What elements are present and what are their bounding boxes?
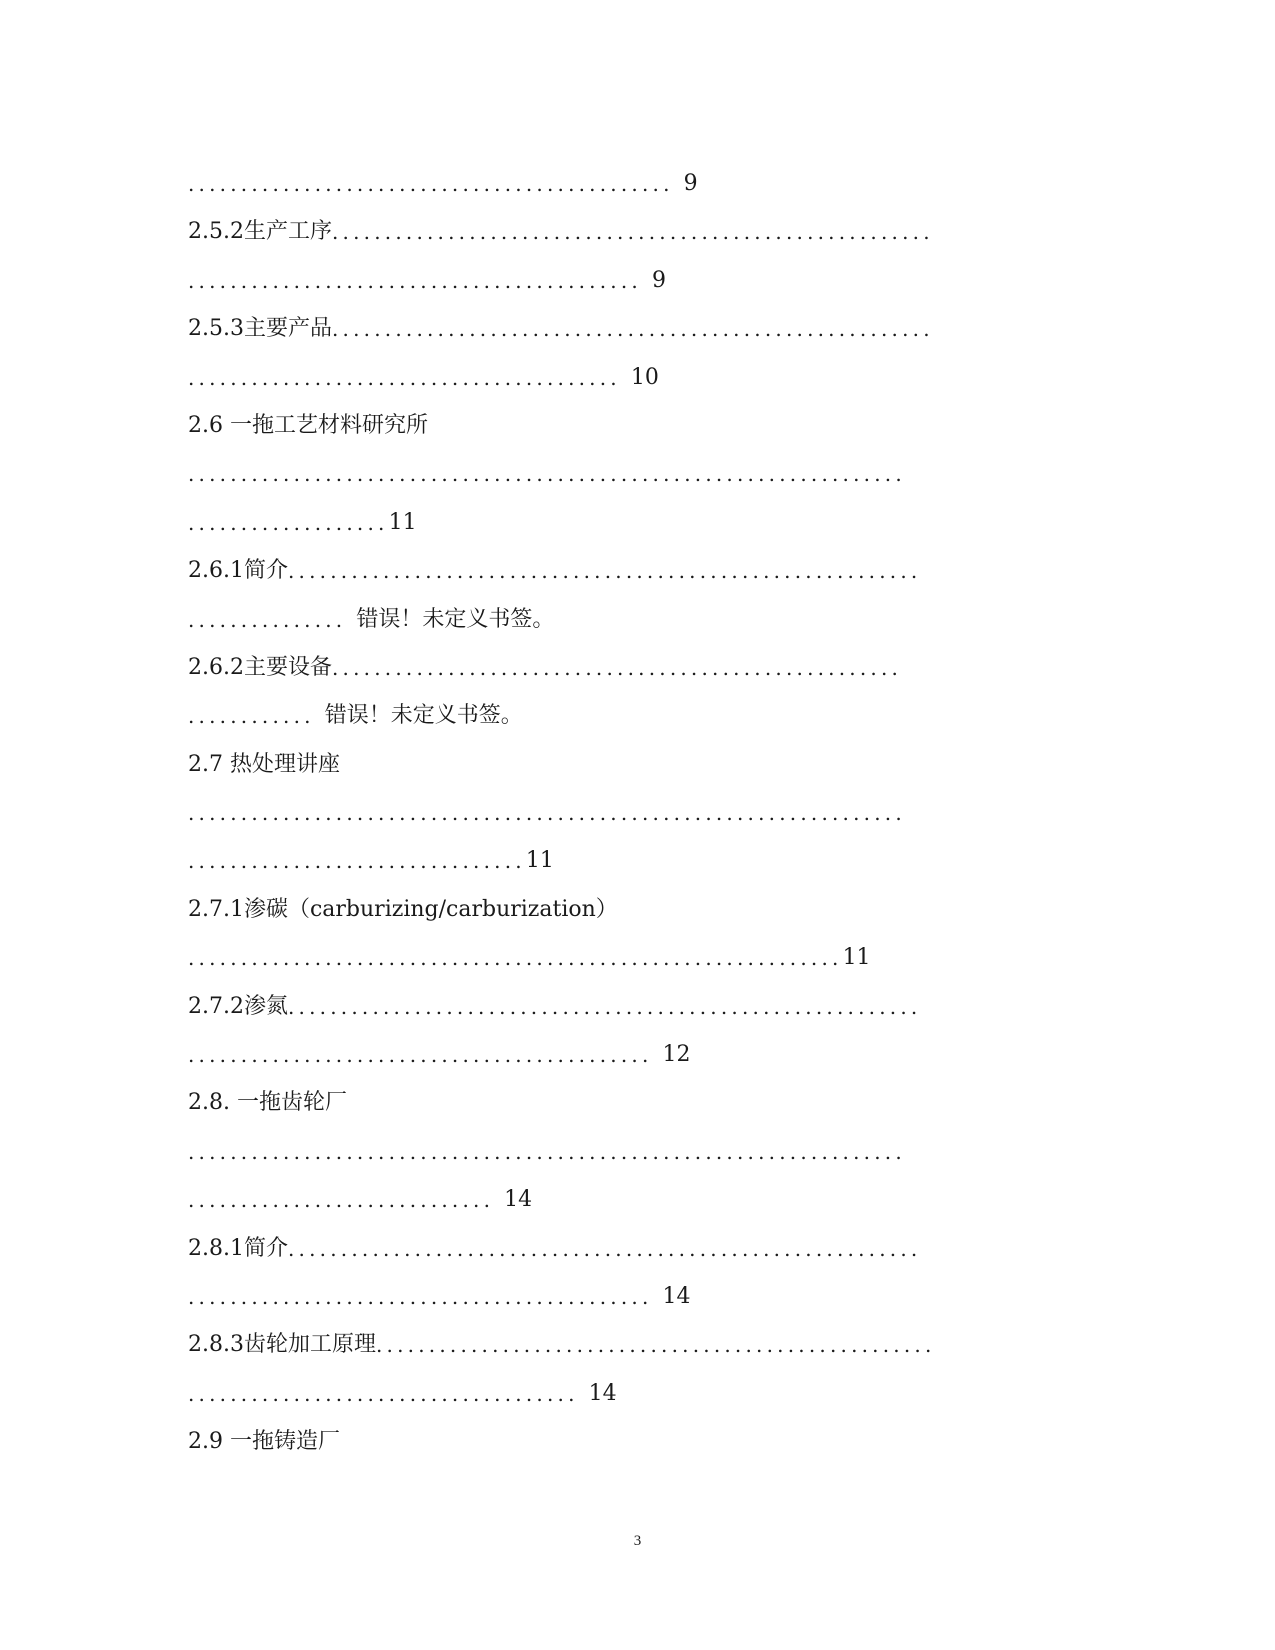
toc-page-number[interactable]: 11 bbox=[388, 509, 417, 535]
toc-leader-dots: ............................................ bbox=[188, 1284, 653, 1309]
toc-entry-title[interactable]: 2.8.3齿轮加工原理 bbox=[188, 1332, 376, 1358]
toc-leader-dots: ............................................................ bbox=[287, 1236, 922, 1261]
page-number: 3 bbox=[633, 1533, 642, 1549]
toc-page-number[interactable]: 14 bbox=[662, 1283, 691, 1309]
toc-page-number[interactable]: 9 bbox=[651, 267, 666, 293]
toc-line bbox=[188, 934, 1068, 982]
toc-leader-dots: ..................................... bbox=[188, 1381, 579, 1406]
toc-leader-dots: .............................................. bbox=[188, 172, 674, 196]
toc-leader-dots: ................................ bbox=[188, 849, 526, 874]
toc-leader-dots: ..................................................... bbox=[375, 1333, 936, 1358]
toc-page-number[interactable]: 11 bbox=[525, 848, 554, 874]
toc-entry-title[interactable]: 2.5.2生产工序 bbox=[188, 219, 332, 245]
toc-entry-title[interactable]: 2.8. 一拖齿轮厂 bbox=[188, 1090, 347, 1116]
toc-leader-dots: ......................................... bbox=[188, 365, 621, 390]
toc-page-number[interactable]: 14 bbox=[588, 1380, 617, 1406]
toc-line bbox=[188, 983, 1068, 1031]
toc-entry-title[interactable]: 2.7.1渗碳（carburizing/carburization） bbox=[188, 896, 618, 922]
toc-line bbox=[188, 450, 1068, 498]
toc-page-number[interactable]: 9 bbox=[683, 171, 698, 196]
toc-bookmark-error[interactable]: 错误！未定义书签。 bbox=[324, 703, 523, 729]
toc-entry-title[interactable]: 2.5.3主要产品 bbox=[188, 316, 332, 342]
toc-line bbox=[188, 1176, 1068, 1224]
toc-page-number[interactable]: 12 bbox=[662, 1042, 691, 1068]
toc-line bbox=[188, 208, 1068, 256]
toc-entry-title[interactable]: 2.6.1简介 bbox=[188, 558, 288, 584]
toc-leader-dots: ......................................................... bbox=[331, 317, 934, 342]
toc-line bbox=[188, 547, 1068, 595]
toc-leader-dots: ........................................... bbox=[188, 268, 642, 293]
toc-leader-dots: ...................................................... bbox=[331, 655, 903, 680]
toc-line bbox=[188, 1079, 1068, 1127]
toc-entry-title[interactable]: 2.7.2渗氮 bbox=[188, 993, 288, 1019]
toc-line bbox=[188, 886, 1068, 934]
toc-page-number[interactable]: 11 bbox=[842, 945, 871, 971]
toc-leader-dots: ............................................................ bbox=[287, 559, 922, 584]
toc-leader-dots: ................... bbox=[188, 510, 389, 535]
toc-entry-title[interactable]: 2.8.1简介 bbox=[188, 1235, 288, 1261]
toc-entry-title[interactable]: 2.6 一拖工艺材料研究所 bbox=[188, 412, 428, 438]
toc-leader-dots: ............................................ bbox=[188, 1043, 653, 1068]
toc-line bbox=[188, 499, 1068, 547]
toc-line bbox=[188, 1321, 1068, 1369]
toc-line bbox=[188, 741, 1068, 789]
toc-line bbox=[188, 1128, 1068, 1176]
toc-line bbox=[188, 692, 1068, 740]
toc-line bbox=[188, 305, 1068, 353]
toc-leader-dots: ............................................................ bbox=[287, 994, 922, 1019]
toc-bookmark-error[interactable]: 错误！未定义书签。 bbox=[356, 606, 555, 632]
table-of-contents bbox=[188, 160, 1068, 1467]
toc-leader-dots: .............................................................. bbox=[188, 946, 843, 971]
toc-line bbox=[188, 789, 1068, 837]
toc-leader-dots: ............ bbox=[188, 704, 315, 729]
toc-line bbox=[188, 1273, 1068, 1321]
toc-line bbox=[188, 1370, 1068, 1418]
toc-entry-title[interactable]: 2.9 一拖铸造厂 bbox=[188, 1429, 340, 1455]
toc-line bbox=[188, 402, 1068, 450]
toc-leader-dots: .................................................................... bbox=[188, 462, 906, 487]
toc-leader-dots: .................................................................... bbox=[188, 1139, 906, 1164]
toc-leader-dots: ......................................................... bbox=[331, 220, 934, 245]
toc-line bbox=[188, 837, 1068, 885]
toc-leader-dots: .................................................................... bbox=[188, 801, 906, 826]
toc-page-number[interactable]: 14 bbox=[504, 1187, 533, 1213]
toc-leader-dots: ............... bbox=[188, 607, 347, 632]
toc-line bbox=[188, 1031, 1068, 1079]
toc-leader-dots: ............................. bbox=[188, 1188, 495, 1213]
toc-line bbox=[188, 644, 1068, 692]
toc-line bbox=[188, 354, 1068, 402]
toc-page-number[interactable]: 10 bbox=[630, 364, 659, 390]
toc-entry-title[interactable]: 2.7 热处理讲座 bbox=[188, 751, 340, 777]
toc-entry-title[interactable]: 2.6.2主要设备 bbox=[188, 654, 332, 680]
toc-line bbox=[188, 160, 1068, 208]
toc-line bbox=[188, 596, 1068, 644]
toc-line bbox=[188, 257, 1068, 305]
toc-line bbox=[188, 1418, 1068, 1466]
toc-line bbox=[188, 1225, 1068, 1273]
